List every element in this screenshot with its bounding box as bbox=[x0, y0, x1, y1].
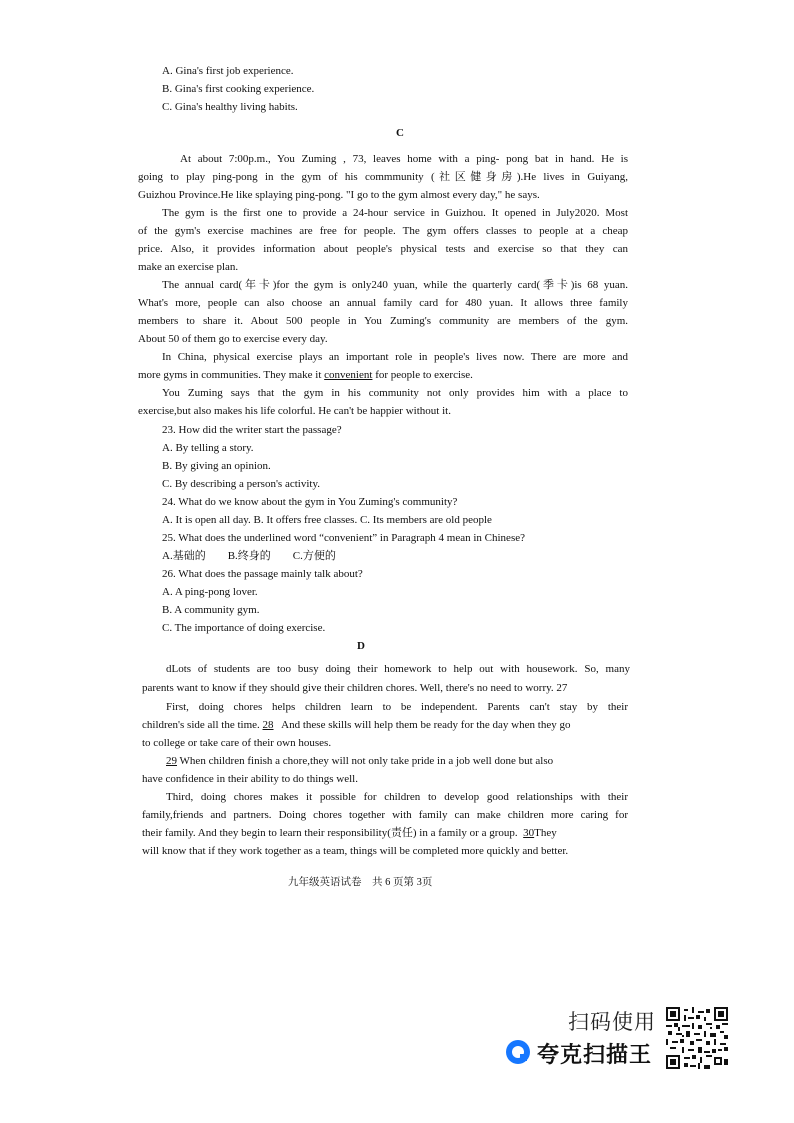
d-p4-line3 bbox=[142, 826, 557, 840]
c-p2-line3-text: price. Also, it provides information about people's physical tests and exercise so that they can bbox=[138, 243, 628, 255]
c-p1-line3: Guizhou Province.He like splaying ping-pong. "I go to the gym almost every day," he says. bbox=[138, 189, 540, 201]
q23-option-c: C. By describing a person's activity. bbox=[162, 478, 320, 490]
blank-29: 29 bbox=[166, 755, 177, 767]
section-d-title: D bbox=[357, 640, 365, 652]
c-p2-line1-text: The gym is the first one to provide a 24-hour service in Guizhou. It opened in July2020. Most bbox=[162, 207, 628, 219]
blank-30: 30 bbox=[523, 827, 535, 839]
d-p1-line2: parents want to know if they should give their children chores. Well, there's no need to worry. 27 bbox=[142, 682, 568, 694]
q24-options: A. It is open all day. B. It offers free classes. C. Its members are old people bbox=[162, 514, 492, 526]
q26-option-a: A. A ping-pong lover. bbox=[162, 586, 258, 598]
d-p4-line1-text: Third, doing chores makes it possible for children to develop good relationships with their bbox=[166, 791, 628, 803]
c-p2-line3 bbox=[138, 242, 628, 256]
blank-28: 28 bbox=[262, 719, 274, 731]
c-p3-line2 bbox=[138, 296, 628, 310]
brand-name: 夸克扫描王 bbox=[537, 1043, 653, 1068]
c-p2-line2-text: of the gym's exercise machines are free for people. The gym offers classes to people at a cheap bbox=[138, 225, 628, 237]
c-p3-line3-text: members to share it. About 500 people in You Zuming's community are members of the gym. bbox=[138, 315, 628, 327]
c-p5-line1 bbox=[162, 386, 628, 400]
d-p1-line1-text: dLots of students are too busy doing their homework to help out with housework. So, many bbox=[166, 663, 630, 675]
d-p4-line3-before: their family. And they begin to learn their responsibility(责任) in a family or a group. bbox=[142, 827, 524, 839]
c-p1-line1-text: At about 7:00p.m., You Zuming , 73, leaves home with a ping- pong bat in hand. He is bbox=[180, 153, 628, 165]
question-25: 25. What does the underlined word “convenient” in Paragraph 4 mean in Chinese? bbox=[162, 532, 525, 544]
option-b-a: A. Gina's first job experience. bbox=[162, 65, 294, 77]
q26-option-b: B. A community gym. bbox=[162, 604, 260, 616]
d-p1-line1 bbox=[166, 662, 630, 676]
c-p4-line2-after: for people to exercise. bbox=[372, 369, 473, 381]
d-p2-line1 bbox=[166, 700, 628, 714]
d-p2-line3: to college or take care of their own houses. bbox=[142, 737, 332, 749]
c-p3-line4: About 50 of them go to exercise every day. bbox=[138, 333, 328, 345]
d-p4-line1 bbox=[166, 790, 628, 804]
c-p5-line1-text: You Zuming says that the gym in his community not only provides him with a place to bbox=[162, 387, 628, 399]
c-p4-line2-before: more gyms in communities. They make it bbox=[138, 369, 325, 381]
question-26: 26. What does the passage mainly talk about? bbox=[162, 568, 363, 580]
q23-option-b: B. By giving an opinion. bbox=[162, 460, 271, 472]
page-footer: 九年级英语试卷 共 6 页第 3页 bbox=[288, 877, 433, 888]
d-p3-line1 bbox=[166, 754, 553, 768]
c-p3-line3 bbox=[138, 314, 628, 328]
d-p4-line2 bbox=[142, 808, 628, 822]
c-p2-line4: make an exercise plan. bbox=[138, 261, 239, 273]
question-24: 24. What do we know about the gym in You Zuming's community? bbox=[162, 496, 458, 508]
qr-code-icon bbox=[666, 1007, 728, 1069]
d-p2-line2 bbox=[142, 718, 570, 732]
option-b-b: B. Gina's first cooking experience. bbox=[162, 83, 315, 95]
underlined-word-convenient: convenient bbox=[324, 369, 373, 381]
c-p1-line1 bbox=[180, 152, 628, 166]
c-p1-line2 bbox=[138, 170, 628, 184]
section-c-title: C bbox=[396, 127, 404, 139]
q23-option-a: A. By telling a story. bbox=[162, 442, 254, 454]
c-p3-line1 bbox=[162, 278, 628, 292]
d-p3-line2: have confidence in their ability to do things well. bbox=[142, 773, 358, 785]
d-p4-line3-after: They bbox=[534, 827, 557, 839]
c-p3-line2-text: What's more, people can also choose an annual family card for 480 yuan. It allows three family bbox=[138, 297, 628, 309]
quark-logo-icon bbox=[505, 1039, 531, 1068]
question-23: 23. How did the writer start the passage? bbox=[162, 424, 342, 436]
d-p2-line1-text: First, doing chores helps children learn to be independent. Parents can't stay by their bbox=[166, 701, 628, 713]
q26-option-c: C. The importance of doing exercise. bbox=[162, 622, 326, 634]
c-p1-line2-text: going to play ping-pong in the gym of his commmunity (社区健身房).He lives in Guiyang, bbox=[138, 171, 628, 183]
d-p4-line2-text: family,friends and partners. Doing chores together with family can make children more caring for bbox=[142, 809, 628, 821]
c-p4-line1 bbox=[162, 350, 628, 364]
c-p4-line2 bbox=[138, 368, 473, 382]
scan-to-use-label: 扫码使用 bbox=[568, 1010, 656, 1034]
c-p4-line1-text: In China, physical exercise plays an important role in people's lives now. There are more and bbox=[162, 351, 628, 363]
q25-options: A.基础的 B.终身的 C.方便的 bbox=[162, 550, 336, 562]
d-p3-line1-after: When children finish a chore,they will not only take pride in a job well done but also bbox=[177, 755, 554, 767]
d-p4-line4: will know that if they work together as a team, things will be completed more quickly and better. bbox=[142, 845, 569, 857]
c-p2-line1 bbox=[162, 206, 628, 220]
c-p3-line1-text: The annual card(年卡)for the gym is only240 yuan, while the quarterly card(季卡)is 68 yuan. bbox=[162, 279, 628, 291]
quark-scanner-brand bbox=[505, 1038, 652, 1069]
c-p5-line2: exercise,but also makes his life colorful. He can't be happier without it. bbox=[138, 405, 451, 417]
option-b-c: C. Gina's healthy living habits. bbox=[162, 101, 298, 113]
d-p2-line2-before: children's side all the time. bbox=[142, 719, 263, 731]
d-p2-line2-after: And these skills will help them be ready for the day when they go bbox=[273, 719, 571, 731]
c-p2-line2 bbox=[138, 224, 628, 238]
